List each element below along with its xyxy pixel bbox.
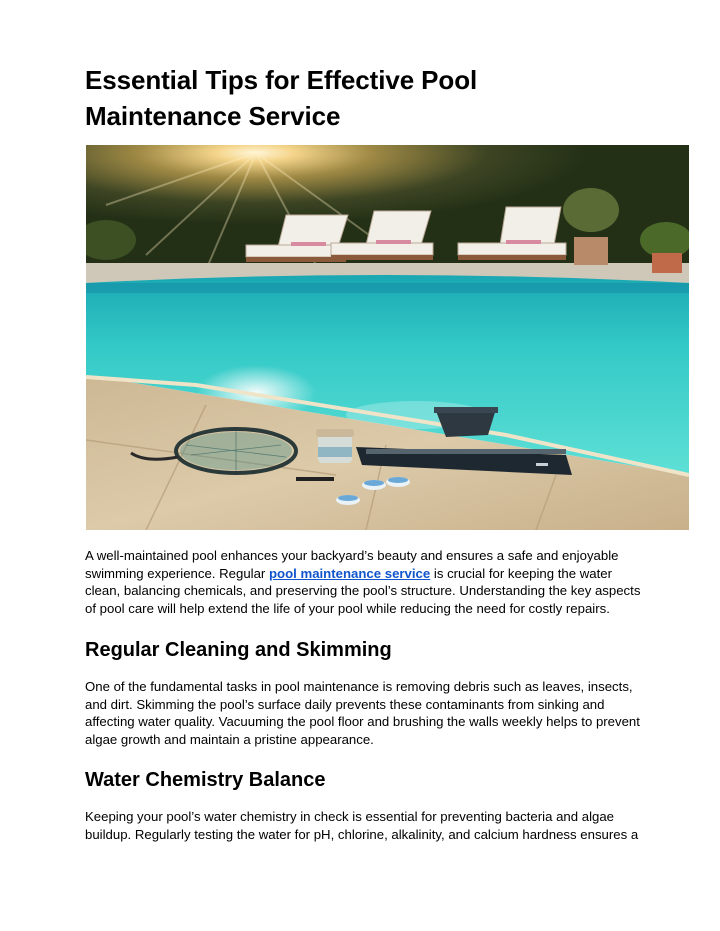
title-line-1: Essential Tips for Effective Pool <box>85 65 478 95</box>
section-heading-chemistry: Water Chemistry Balance <box>85 769 326 791</box>
title-line-2: Maintenance Service <box>85 101 341 131</box>
section-body-chemistry: Keeping your pool’s water chemistry in check is essential for preventing bacteria and algae buildup. Regularly testing the water for pH, chlorine, alkalinity, and calcium hardness ensures a <box>85 809 639 842</box>
intro-text-before-link: A well-maintained pool enhances your backyard’s beauty and ensures a safe and enjoyable swimming experience. Regular <box>85 548 619 581</box>
article-title <box>85 62 645 134</box>
section-heading-cleaning: Regular Cleaning and Skimming <box>85 639 392 661</box>
pool-maintenance-service-link[interactable]: pool maintenance service <box>268 565 431 581</box>
intro-paragraph <box>85 547 645 617</box>
hero-image-pool <box>86 145 689 530</box>
section-body-cleaning: One of the fundamental tasks in pool maintenance is removing debris such as leaves, insects, and dirt. Skimming the pool’s surface daily prevents these contaminants from sinking and affecting water quality. Vacuuming the pool floor and brushing the walls weekly helps to prevent algae growth and maintain a pristine appearance. <box>85 679 640 747</box>
intro-text-after-link: is crucial for keeping the water clean, balancing chemicals, and preserving the pool’s structure. Understanding the key aspects of pool care will help extend the life of your pool while reducing the need for costly repairs. <box>85 565 641 616</box>
